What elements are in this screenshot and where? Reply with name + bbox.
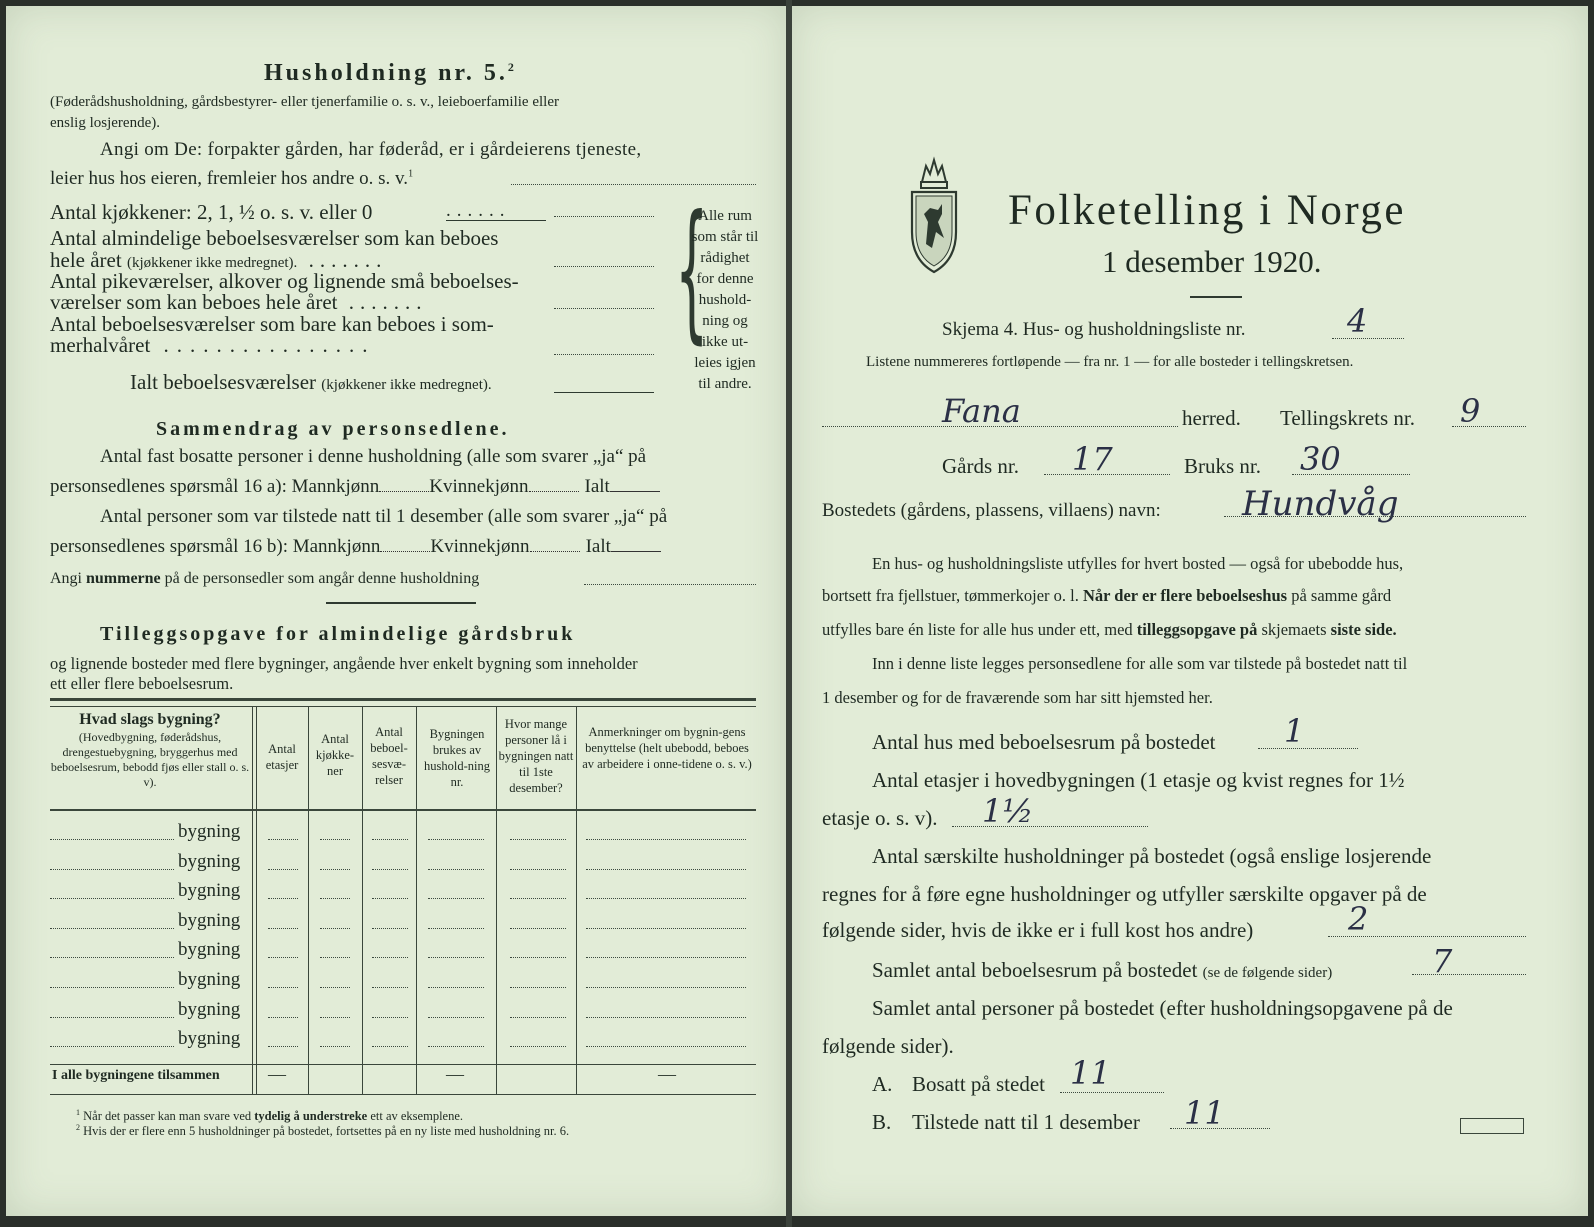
para1-line3: utfylles bare én liste for alle hus under ett, med tilleggsopgave på skjemaets siste side.: [822, 620, 1397, 639]
angi-line-1: Angi om De: forpakter gården, har føderåd, er i gårdeierens tjeneste,: [100, 139, 642, 160]
q-etasjer-1: Antal etasjer i hovedbygningen (1 etasje og kvist regnes for 1½: [872, 768, 1405, 792]
household-title: Husholdning nr. 5.$^2$: [264, 60, 517, 86]
q-hus-label: Antal hus med beboelsesrum på bostedet: [872, 730, 1216, 754]
bruks-value: 30: [1300, 440, 1341, 478]
gards-label: Gårds nr.: [942, 454, 1019, 478]
bostedets-label: Bostedets (gårdens, plassens, villaens) navn:: [822, 500, 1161, 521]
herred-value: Fana: [942, 392, 1021, 430]
q-samlet-rum: Samlet antal beboelsesrum på bostedet (se de følgende sider): [872, 958, 1333, 982]
col-header-husholdning: Bygningen brukes av hushold-ning nr.: [424, 727, 490, 789]
q-alm-2: hele året (kjøkkener ikke medregnet). .......: [50, 248, 388, 272]
q-alm-1: Antal almindelige beboelsesværelser som kan beboes: [50, 226, 499, 250]
q-kjokkener: Antal kjøkkener: 2, 1, ½ o. s. v. eller 0: [50, 200, 373, 224]
bostedets-value: Hundvåg: [1242, 484, 1399, 524]
col-header-etasjer: Antal etasjer: [265, 742, 299, 772]
samm-1b: personsedlenes spørsmål 16 a): Mannkjønn Kvinnekjønn Ialt: [50, 476, 660, 498]
b-text: Tilstede natt til 1 desember: [912, 1110, 1140, 1134]
total-row-label: I alle bygningene tilsammen: [52, 1068, 220, 1083]
alm-answer-line: [554, 266, 654, 267]
col-header-building: Hvad slags bygning? (Hovedbygning, føderådshus, drengestuebygning, bryggerhus med beboelsesrum, bebodd fjøs eller stall o. s. v).: [50, 711, 250, 789]
title-divider: [1190, 296, 1242, 298]
nummer-answer-line: [584, 584, 756, 585]
angi-nummer: Angi nummerne på de personsedler som angår denne husholdning: [50, 570, 480, 587]
main-title: Folketelling i Norge: [1008, 187, 1406, 234]
angi-answer-line: [511, 184, 756, 185]
q-pike-2: værelser som kan beboes hele året .......: [50, 290, 428, 314]
q-sommer-1: Antal beboelsesværelser som bare kan beboes i som-: [50, 312, 494, 336]
angi-line-2: leier hus hos eieren, fremleier hos andre o. s. v.$^1$: [50, 168, 414, 189]
row-label: bygning: [178, 821, 241, 842]
a-text: Bosatt på stedet: [912, 1072, 1045, 1096]
samm-2b: personsedlenes spørsmål 16 b): Mannkjønn Kvinnekjønn Ialt: [50, 536, 661, 558]
brace-icon: {: [675, 184, 709, 358]
dots-underline: [446, 220, 546, 221]
sommer-answer-line: [554, 354, 654, 355]
row-label: bygning: [178, 998, 241, 1020]
row-label: bygning: [178, 969, 241, 990]
col-header-anmerkninger: Anmerkninger om bygnin-gens benyttelse (helt ubebodd, beboes av arbeidere i onne-tidene o. s. v.): [582, 725, 752, 771]
q-sars-2: regnes for å føre egne husholdninger og utfyller særskilte opgaver på de: [822, 882, 1427, 906]
gards-value: 17: [1072, 440, 1113, 478]
row-label: bygning: [178, 939, 241, 961]
row-label: bygning: [178, 909, 241, 931]
row-label: bygning: [178, 850, 241, 872]
total-dash-2: —: [446, 1064, 464, 1084]
tillegg-line-1: og lignende bosteder med flere bygninger, angående hver enkelt bygning som inneholder: [50, 654, 638, 673]
a-value: 11: [1070, 1054, 1111, 1092]
left-page: [6, 6, 786, 1216]
q-samlet-rum-value: 7: [1432, 942, 1453, 980]
bruks-label: Bruks nr.: [1184, 454, 1262, 478]
kjokkener-answer-line: [554, 216, 654, 217]
coat-of-arms-icon: [908, 152, 960, 276]
skjema-label: Skjema 4. Hus- og husholdningsliste nr.: [942, 319, 1246, 340]
b-value: 11: [1184, 1094, 1225, 1132]
col-header-personer: Hvor mange personer lå i bygningen natt til 1ste desember?: [498, 717, 574, 795]
ialt-answer-line: [554, 392, 654, 393]
row-label: bygning: [178, 1028, 241, 1050]
listene-note: Listene nummereres fortløpende — fra nr. 1 — for alle bosteder i tellingskretsen.: [866, 354, 1354, 370]
printer-stamp-icon: [1460, 1118, 1524, 1134]
q-sars-1: Antal særskilte husholdninger på bostedet (også enslige losjerende: [872, 844, 1432, 868]
tillegg-line-2: ett eller flere beboelsesrum.: [50, 674, 234, 693]
col-header-kjokkener: Antal kjøkke-ner: [315, 732, 355, 778]
dots: ......: [446, 200, 511, 221]
q-hus-value: 1: [1284, 712, 1305, 750]
para2-line1: Inn i denne liste legges personsedlene for alle som var tilstede på bostedet natt til: [872, 654, 1408, 673]
q-samlet-pers-1: Samlet antal personer på bostedet (efter husholdningsopgavene på de: [872, 996, 1453, 1020]
total-dash-1: —: [268, 1064, 286, 1084]
samm-2a: Antal personer som var tilstede natt til 1 desember (alle som svarer „ja“ på: [100, 506, 668, 527]
q-sars-value: 2: [1348, 900, 1369, 938]
right-page: [792, 6, 1588, 1216]
q-pike-1: Antal pikeværelser, alkover og lignende små beboelses-: [50, 269, 519, 293]
q-sars-3: følgende sider, hvis de ikke er i full kost hos andre): [822, 918, 1254, 942]
intro-paren-2: enslig losjerende).: [50, 115, 160, 131]
q-etasjer-2: etasje o. s. v).: [822, 806, 938, 830]
para1-line2: bortsett fra fjellstuer, tømmerkojer o. l. Når der er flere beboelseshus på samme gård: [822, 586, 1392, 605]
para2-line2: 1 desember og for de fraværende som har sitt hjemsted her.: [822, 688, 1213, 707]
footnote-2: $^2$ Hvis der er flere enn 5 husholdninger på bostedet, fortsettes på en ny liste med husholdning nr. 6.: [76, 1123, 570, 1139]
col-header-beboelsesvaerelser: Antal beboel-sesvæ-relser: [370, 725, 408, 787]
tillegg-title: Tilleggsopgave for almindelige gårdsbruk: [100, 623, 576, 645]
samm-1a: Antal fast bosatte personer i denne husholdning (alle som svarer „ja“ på: [100, 446, 647, 467]
b-label: B.: [872, 1110, 892, 1134]
tellingskrets-value: 9: [1460, 392, 1481, 430]
q-sommer-2: merhalvåret ................: [50, 333, 376, 357]
census-date: 1 desember 1920.: [1102, 244, 1322, 279]
intro-paren: (Føderådshusholdning, gårdsbestyrer- eller tjenerfamilie o. s. v., leieboerfamilie eller: [50, 94, 559, 110]
herred-label: herred.: [1182, 406, 1241, 430]
footnote-1: $^1$ Når det passer kan man svare ved tydelig å understreke ett av eksemplene.: [76, 1108, 464, 1124]
row-label: bygning: [178, 880, 241, 902]
pike-answer-line: [554, 308, 654, 309]
tellingskrets-label: Tellingskrets nr.: [1280, 406, 1416, 430]
q-etasjer-value: 1½: [982, 792, 1034, 830]
brace-note: Alle rum som står til rådighet for denne hushold- ning og ikke ut- leies igjen til andre.: [691, 208, 759, 392]
para1-line1: En hus- og husholdningsliste utfylles for hvert bosted — også for ubebodde hus,: [872, 554, 1404, 573]
a-label: A.: [872, 1072, 893, 1096]
q-samlet-pers-2: følgende sider).: [822, 1034, 954, 1058]
sammendrag-title: Sammendrag av personsedlene.: [156, 418, 510, 440]
skjema-value: 4: [1347, 302, 1368, 340]
section-divider: [326, 602, 476, 604]
q-ialt: Ialt beboelsesværelser (kjøkkener ikke medregnet).: [130, 370, 492, 394]
total-dash-3: —: [658, 1064, 676, 1084]
